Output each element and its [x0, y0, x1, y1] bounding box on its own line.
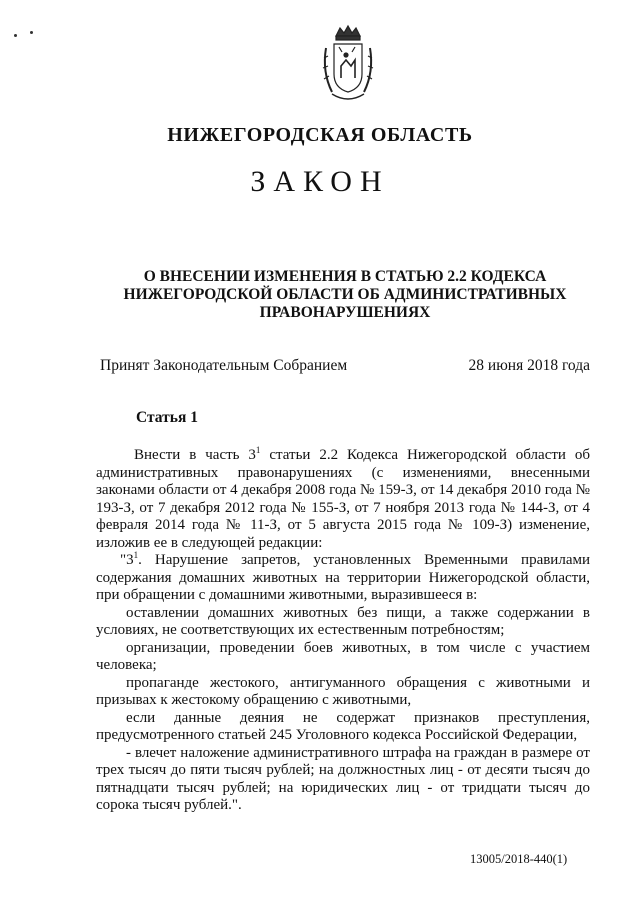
paragraph-text: "3	[120, 552, 134, 568]
quoted-paragraph: - влечет наложение административного штрафа на граждан в размере от трех тысяч до пяти тысяч рублей; на должностных лиц - от десяти тысяч до пятнадцати тысяч рублей; на юридических лиц - от тридцати тысяч до сорока тысяч рублей.".	[96, 744, 590, 813]
quoted-paragraph: оставлении домашних животных без пищи, а также содержании в условиях, не соответствующих их естественным потребностям;	[96, 604, 590, 638]
document-type-title: ЗАКОН	[250, 165, 390, 198]
adoption-label: Принят Законодательным Собранием	[100, 357, 348, 374]
law-subject-line: О ВНЕСЕНИИ ИЗМЕНЕНИЯ В СТАТЬЮ 2.2 КОДЕКСА	[143, 268, 547, 285]
document-code: 13005/2018-440(1)	[470, 852, 568, 866]
law-subject	[110, 268, 580, 322]
quoted-paragraph: если данные деяния не содержат признаков преступления, предусмотренного статьей 245 Уголовного кодекса Российской Федерации,	[96, 709, 590, 743]
law-subject-line: НИЖЕГОРОДСКОЙ ОБЛАСТИ ОБ АДМИНИСТРАТИВНЫХ	[123, 286, 567, 303]
paragraph-text: . Нарушение запретов, установленных Временными правилами содержания домашних животных на территории Нижегородской области, при обращении с домашними животными, выразившееся в:	[96, 552, 590, 603]
adoption-date: 28 июня 2018 года	[468, 357, 590, 374]
article-title: Статья 1	[136, 409, 198, 426]
region-title: НИЖЕГОРОДСКАЯ ОБЛАСТЬ	[167, 124, 473, 146]
scan-speck	[14, 34, 17, 37]
quoted-paragraph	[96, 552, 590, 605]
quoted-paragraph: пропаганде жестокого, антигуманного обращения с животными и призывах к жестокому обращению с животными,	[96, 674, 590, 708]
paragraph-text: статьи 2.2 Кодекса Нижегородской области об административных правонарушениях (с изменениями, внесенными законами области от 4 декабря 2008 года № 159-З, от 14 декабря 2010 года № 193-З, от 7 декабря 2012 года № 155-З, от 7 ноября 2013 года № 144-З, от 4 февраля 2014 года № 11-З, от 5 августа 2015 года № 109-З) изменение, изложив ее в следующей редакции:	[96, 447, 590, 551]
superscript: 1	[133, 550, 139, 560]
quoted-paragraph: организации, проведении боев животных, в том числе с участием человека;	[96, 639, 590, 673]
law-subject-line: ПРАВОНАРУШЕНИЯХ	[259, 304, 431, 321]
paragraph-text: Внести в часть 3	[134, 447, 256, 463]
adoption-line	[100, 357, 590, 375]
scan-speck	[30, 31, 33, 34]
article-body	[96, 447, 590, 815]
coat-of-arms-icon	[318, 22, 378, 108]
superscript: 1	[255, 445, 261, 455]
article-paragraph	[96, 447, 590, 552]
